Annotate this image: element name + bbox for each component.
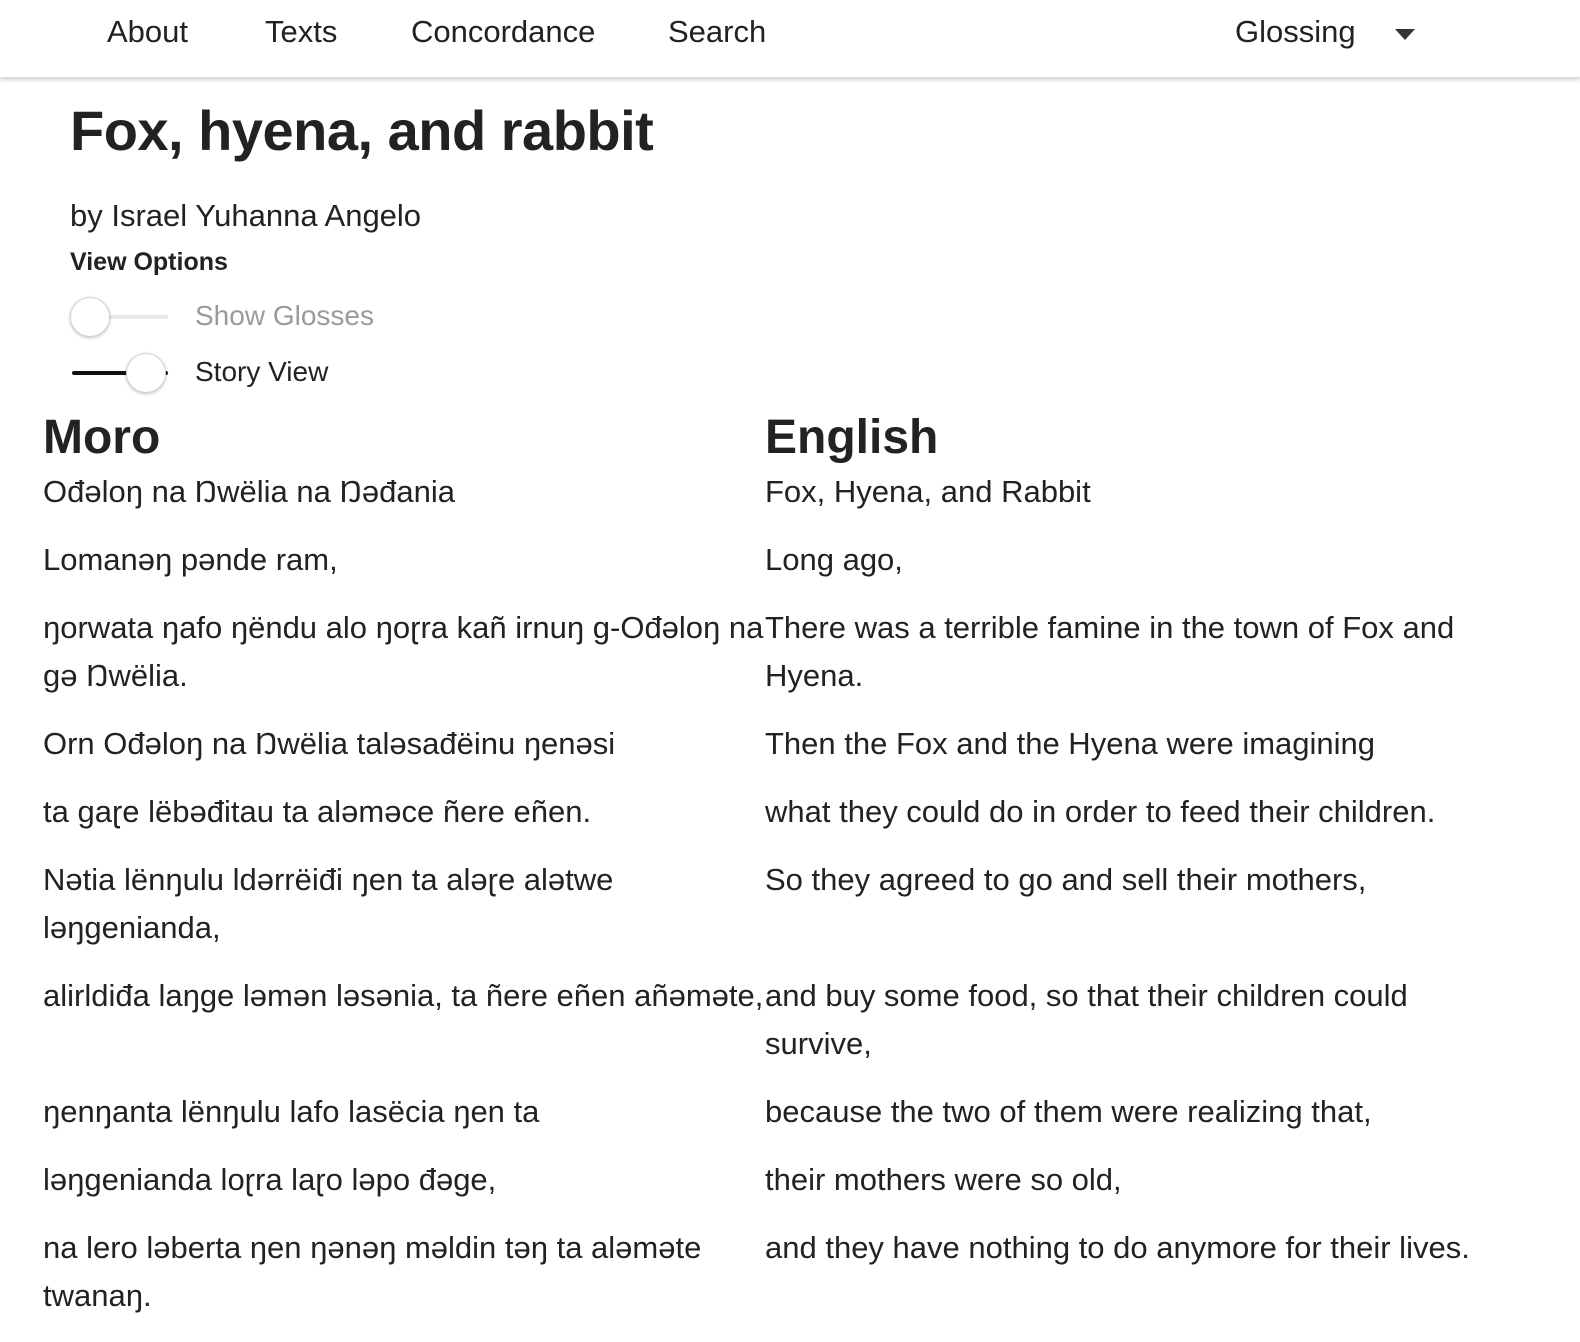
moro-line: alirldiđa laŋge ləmən ləsənia, ta ñere eñen añəməte, <box>43 978 764 1013</box>
moro-column-heading: Moro <box>43 411 161 464</box>
nav-search[interactable]: Search <box>668 14 767 49</box>
moro-line: Nətia lënŋulu ldərrëiđi ŋen ta aləɽe alətwe ləŋgenianda, <box>43 862 614 945</box>
chevron-down-icon[interactable] <box>1395 29 1415 40</box>
english-line: their mothers were so old, <box>765 1162 1122 1197</box>
english-line: So they agreed to go and sell their mothers, <box>765 862 1367 897</box>
story-line <box>43 468 1543 516</box>
show-glosses-label[interactable]: Show Glosses <box>195 300 374 331</box>
page-title: Fox, hyena, and rabbit <box>70 99 654 162</box>
toggle-knob[interactable] <box>126 353 166 393</box>
nav-glossing-dropdown[interactable]: Glossing <box>1235 14 1356 49</box>
moro-line: ləŋgenianda loɽra laɽo ləpo đəge, <box>43 1162 497 1197</box>
story-line <box>43 788 1543 836</box>
moro-line: ŋenŋanta lënŋulu lafo lasëcia ŋen ta <box>43 1094 540 1129</box>
moro-line: Orn Ođəloŋ na Ŋwëlia taləsađëinu ŋenəsi <box>43 726 616 761</box>
story-text <box>43 468 1543 1320</box>
moro-line: ta gaɽe lëbəđitau ta aləməce ñere eñen. <box>43 794 592 829</box>
english-line: because the two of them were realizing that, <box>765 1094 1372 1129</box>
english-line: and buy some food, so that their children could survive, <box>765 978 1408 1061</box>
top-navbar <box>0 0 1580 78</box>
show-glosses-toggle[interactable] <box>70 295 470 339</box>
story-line <box>43 604 1543 700</box>
toggle-knob[interactable] <box>70 297 110 337</box>
story-view-label[interactable]: Story View <box>195 356 329 387</box>
story-line <box>43 720 1543 768</box>
story-line <box>43 972 1543 1068</box>
english-column-heading: English <box>765 411 939 464</box>
english-line: Then the Fox and the Hyena were imagining <box>765 726 1376 761</box>
nav-concordance[interactable]: Concordance <box>411 14 596 49</box>
story-view-toggle[interactable] <box>70 351 470 395</box>
nav-texts[interactable]: Texts <box>265 14 338 49</box>
moro-line: Ođəloŋ na Ŋwëlia na Ŋəđania <box>43 474 455 509</box>
story-line <box>43 1156 1543 1204</box>
story-line <box>43 536 1543 584</box>
view-options-heading: View Options <box>70 248 228 276</box>
moro-line: na lero ləberta ŋen ŋənəŋ məldin təŋ ta aləməte twanaŋ. <box>43 1230 702 1313</box>
story-line <box>43 1088 1543 1136</box>
english-line: Long ago, <box>765 542 903 577</box>
english-line: There was a terrible famine in the town of Fox and Hyena. <box>765 610 1455 693</box>
nav-about[interactable]: About <box>107 14 189 49</box>
moro-line: Lomanəŋ pənde ram, <box>43 542 338 577</box>
english-line: Fox, Hyena, and Rabbit <box>765 474 1091 509</box>
english-line: what they could do in order to feed their children. <box>765 794 1436 829</box>
story-line <box>43 1224 1543 1320</box>
english-line: and they have nothing to do anymore for their lives. <box>765 1230 1470 1265</box>
moro-line: ŋorwata ŋafo ŋëndu alo ŋoɽra kañ irnuŋ g-Ođəloŋ na gə Ŋwëlia. <box>43 610 764 693</box>
story-line <box>43 856 1543 952</box>
story-author: by Israel Yuhanna Angelo <box>70 198 422 233</box>
